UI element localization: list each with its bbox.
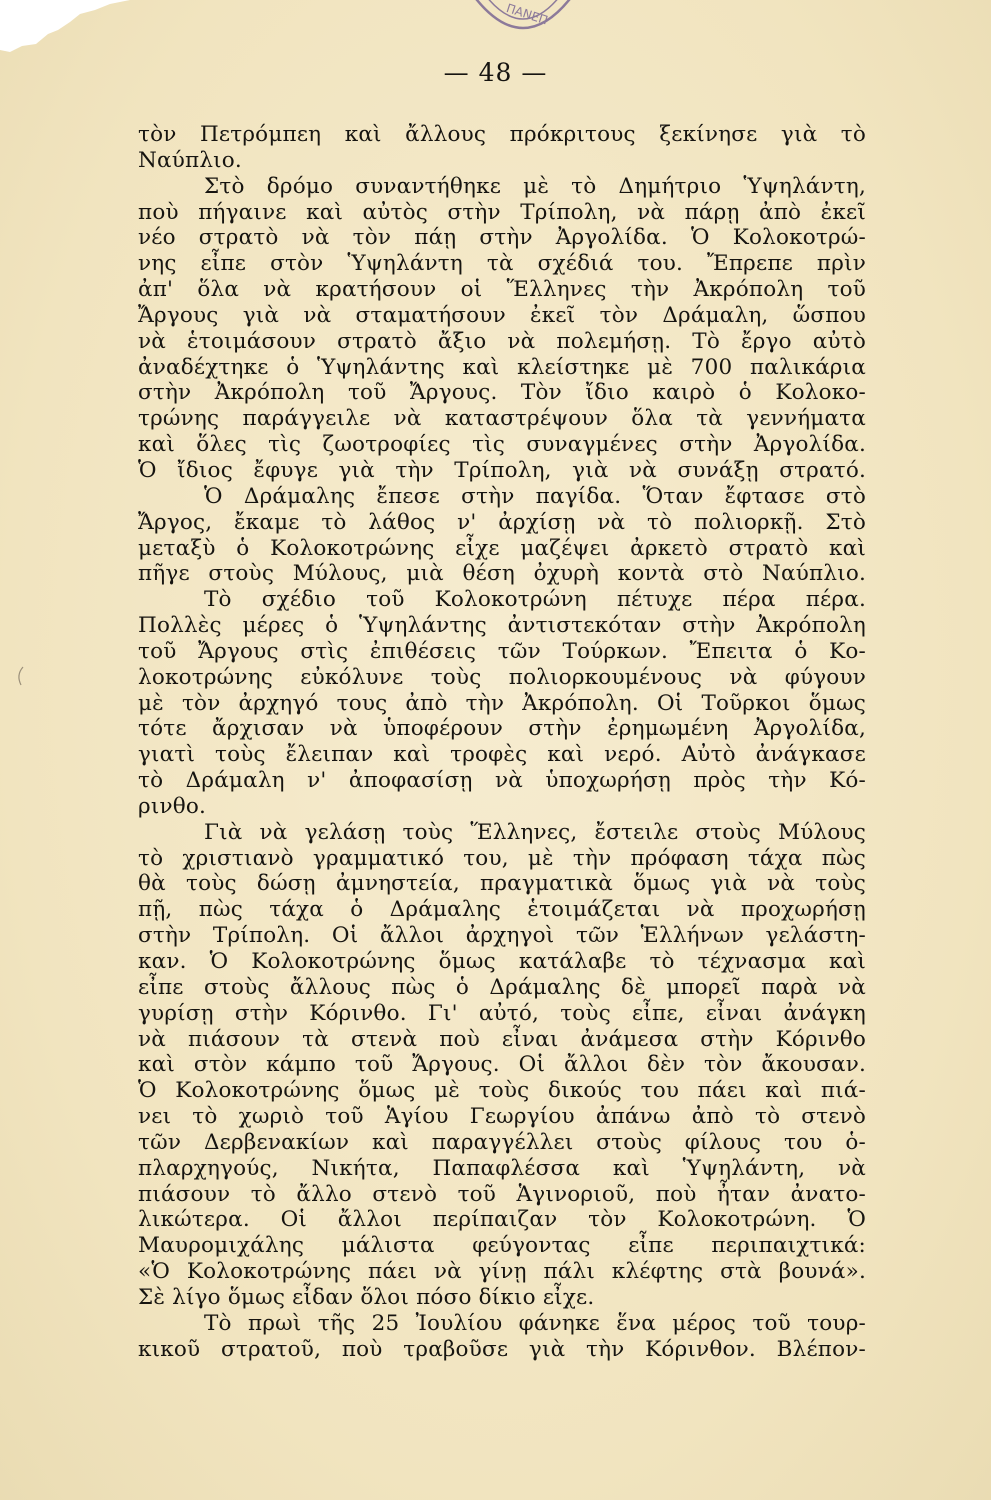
text-line: τὸ Δράμαλη ν' ἀποφασίσῃ νὰ ὑποχωρήσῃ πρὸς τὴν Κό- xyxy=(138,768,866,794)
text-line: πιάσουν τὸ ἄλλο στενὸ τοῦ Ἁγινοριοῦ, ποὺ ἦταν ἀνατο- xyxy=(138,1181,866,1207)
text-line: Τὸ πρωὶ τῆς 25 Ἰουλίου φάνηκε ἕνα μέρος τοῦ τουρ- xyxy=(204,1310,866,1336)
text-line: νὰ πιάσουν τὰ στενὰ ποὺ εἶναι ἀνάμεσα στὴν Κόρινθο xyxy=(138,1026,866,1052)
text-line: ἀναδέχτηκε ὁ Ὑψηλάντης καὶ κλείστηκε μὲ 700 παλικάρια xyxy=(138,354,866,380)
text-line: πῇ, πὼς τάχα ὁ Δράμαλης ἑτοιμάζεται νὰ προχωρήσῃ xyxy=(138,897,866,923)
text-line: Τὸ σχέδιο τοῦ Κολοκοτρώνη πέτυχε πέρα πέρα. xyxy=(204,587,866,613)
text-line: νὰ ἑτοιμάσουν στρατὸ ἄξιο νὰ πολεμήσῃ. Τὸ ἔργο αὐτὸ xyxy=(138,328,866,354)
text-line: τῶν Δερβενακίων καὶ παραγγέλλει στοὺς φίλους του ὁ- xyxy=(138,1129,866,1155)
text-line: στὴν Τρίπολη. Οἱ ἄλλοι ἀρχηγοὶ τῶν Ἑλλήνων γελάστη- xyxy=(138,923,866,949)
text-line: Γιὰ νὰ γελάσῃ τοὺς Ἕλληνες, ἔστειλε στοὺς Μύλους xyxy=(204,819,866,845)
margin-pencil-mark xyxy=(14,665,26,687)
text-line: Σὲ λίγο ὅμως εἶδαν ὅλοι πόσο δίκιο εἶχε. xyxy=(138,1284,595,1310)
library-stamp xyxy=(458,0,588,48)
text-line: τὸν Πετρόμπεη καὶ ἄλλους πρόκριτους ξεκίνησε γιὰ τὸ xyxy=(138,122,866,147)
text-line: εἶπε στοὺς ἄλλους πὼς ὁ Δράμαλης δὲ μπορεῖ παρὰ νὰ xyxy=(138,974,866,1000)
text-line: Πολλὲς μέρες ὁ Ὑψηλάντης ἀντιστεκόταν στὴν Ἀκρόπολη xyxy=(138,613,866,639)
text-line: τότε ἄρχισαν νὰ ὑποφέρουν στὴν ἐρημωμένη Ἀργολίδα, xyxy=(138,716,866,742)
text-line: ποὺ πήγαινε καὶ αὐτὸς στὴν Τρίπολη, νὰ πάρῃ ἀπὸ ἐκεῖ xyxy=(138,199,866,225)
text-line: Ὁ Κολοκοτρώνης ὅμως μὲ τοὺς δικούς του πάει καὶ πιά- xyxy=(138,1078,866,1104)
text-line: Ὁ Δράμαλης ἔπεσε στὴν παγίδα. Ὅταν ἔφτασε στὸ xyxy=(204,483,866,509)
text-line: τοῦ Ἄργους στὶς ἐπιθέσεις τῶν Τούρκων. Ἔπειτα ὁ Κο- xyxy=(138,638,866,664)
text-line: νει τὸ χωριὸ τοῦ Ἁγίου Γεωργίου ἀπάνω ἀπὸ τὸ στενὸ xyxy=(138,1104,866,1130)
text-line: θὰ τοὺς δώσῃ ἀμνηστεία, πραγματικὰ ὅμως γιὰ νὰ τοὺς xyxy=(138,871,866,897)
text-line: ἀπ' ὅλα νὰ κρατήσουν οἱ Ἕλληνες τὴν Ἀκρόπολη τοῦ xyxy=(138,277,866,303)
page-number: — 48 — xyxy=(443,58,548,87)
body-text xyxy=(138,122,866,1363)
text-line: Ναύπλιο. xyxy=(138,147,242,173)
text-line: γιατὶ τοὺς ἔλειπαν καὶ τροφὲς καὶ νερό. Αὐτὸ ἀνάγκασε xyxy=(138,742,866,768)
text-line: νης εἶπε στὸν Ὑψηλάντη τὰ σχέδιά του. Ἔπρεπε πρὶν xyxy=(138,251,866,277)
text-line: κικοῦ στρατοῦ, ποὺ τραβοῦσε γιὰ τὴν Κόρινθον. Βλέπον- xyxy=(138,1336,866,1362)
text-line: Ὁ ἴδιος ἔφυγε γιὰ τὴν Τρίπολη, γιὰ νὰ συνάξῃ στρατό. xyxy=(138,457,866,483)
text-line: Ἄργος, ἔκαμε τὸ λάθος ν' ἀρχίσῃ νὰ τὸ πολιορκῇ. Στὸ xyxy=(138,509,866,535)
text-line: νέο στρατὸ νὰ τὸν πάῃ στὴν Ἀργολίδα. Ὁ Κολοκοτρώ- xyxy=(138,225,866,251)
text-line: λοκοτρώνης εὐκόλυνε τοὺς πολιορκουμένους νὰ φύγουν xyxy=(138,664,866,690)
text-line: Στὸ δρόμο συναντήθηκε μὲ τὸ Δημήτριο Ὑψηλάντη, xyxy=(204,173,866,199)
text-line: Ἄργους γιὰ νὰ σταματήσουν ἐκεῖ τὸν Δράμαλη, ὥσπου xyxy=(138,302,866,328)
text-line: πῆγε στοὺς Μύλους, μιὰ θέση ὀχυρὴ κοντὰ στὸ Ναύπλιο. xyxy=(138,561,866,587)
text-line: μὲ τὸν ἀρχηγό τους ἀπὸ τὴν Ἀκρόπολη. Οἱ Τοῦρκοι ὅμως xyxy=(138,690,866,716)
text-line: Μαυρομιχάλης μάλιστα φεύγοντας εἶπε περιπαιχτικά: xyxy=(138,1233,866,1259)
text-line: ρινθο. xyxy=(138,793,207,819)
text-line: τρώνης παράγγειλε νὰ καταστρέψουν ὅλα τὰ γεννήματα xyxy=(138,406,866,432)
text-line: στὴν Ἀκρόπολη τοῦ Ἄργους. Τὸν ἴδιο καιρὸ ὁ Κολοκο- xyxy=(138,380,866,406)
text-line: λικώτερα. Οἱ ἄλλοι περίπαιζαν τὸν Κολοκοτρώνη. Ὁ xyxy=(138,1207,866,1233)
text-line: καὶ στὸν κάμπο τοῦ Ἄργους. Οἱ ἄλλοι δὲν τὸν ἄκουσαν. xyxy=(138,1052,866,1078)
text-line: τὸ χριστιανὸ γραμματικό του, μὲ τὴν πρόφαση τάχα πὼς xyxy=(138,845,866,871)
text-line: πλαρχηγούς, Νικήτα, Παπαφλέσσα καὶ Ὑψηλάντη, νὰ xyxy=(138,1155,866,1181)
text-line: γυρίσῃ στὴν Κόρινθο. Γι' αὐτό, τοὺς εἶπε, εἶναι ἀνάγκη xyxy=(138,1000,866,1026)
text-line: «Ὁ Κολοκοτρώνης πάει νὰ γίνῃ πάλι κλέφτης στὰ βουνά». xyxy=(138,1259,866,1285)
torn-corner-edge xyxy=(0,0,130,52)
stamp-text: ΠΑΝΕΠ xyxy=(504,1,550,28)
text-line: καὶ ὅλες τὶς ζωοτροφίες τὶς συναγμένες στὴν Ἀργολίδα. xyxy=(138,432,866,458)
text-line: μεταξὺ ὁ Κολοκοτρώνης εἶχε μαζέψει ἀρκετὸ στρατὸ καὶ xyxy=(138,535,866,561)
text-line: καν. Ὁ Κολοκοτρώνης ὅμως κατάλαβε τὸ τέχνασμα καὶ xyxy=(138,949,866,974)
